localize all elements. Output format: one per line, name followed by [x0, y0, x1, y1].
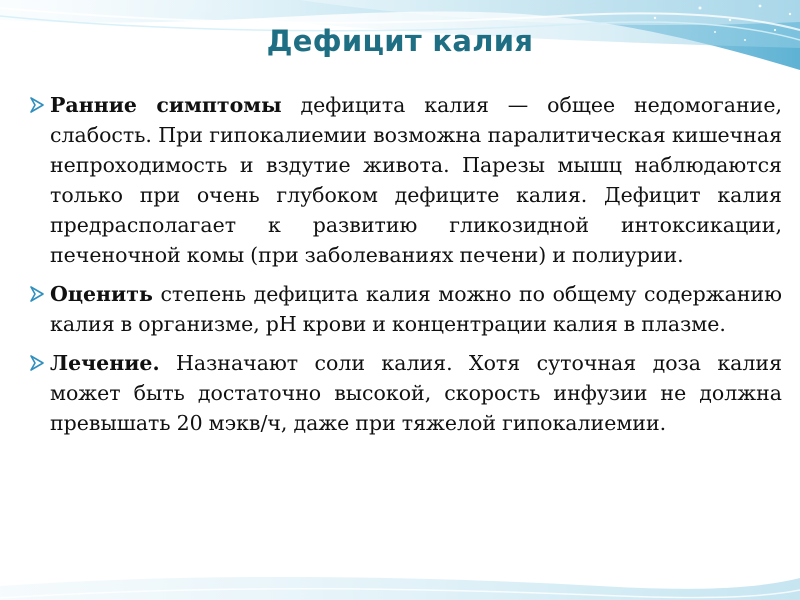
chevron-arrow-icon	[30, 279, 50, 309]
bullet-item	[30, 90, 782, 270]
chevron-arrow-icon	[30, 90, 50, 120]
bullet-text	[50, 279, 782, 339]
bullet-text	[50, 348, 782, 438]
chevron-arrow-icon	[30, 348, 50, 378]
bullet-keyword: Ранние симптомы	[50, 93, 282, 117]
bullet-body: степень дефицита калия можно по общему содержанию калия в организме, pH крови и концентрации калия в плазме.	[50, 282, 782, 336]
bullet-list	[30, 90, 782, 447]
bullet-body: Назначают соли калия. Хотя суточная доза калия может быть достаточно высокой, скорость инфузии не должна превышать 20 мэкв/ч, даже при тяжелой гипокалиемии.	[50, 351, 782, 435]
bullet-body: дефицита калия — общее недомогание, слабость. При гипокалиемии возможна паралитическая кишечная непроходимость и вздутие живота. Парезы мышц наблюдаются только при очень глубоком дефиците калия. Дефицит калия предрасполагает к развитию гликозидной интоксикации, печеночной комы (при заболеваниях печени) и полиурии.	[50, 93, 782, 267]
bullet-text	[50, 90, 782, 270]
slide-title: Дефицит калия	[266, 24, 534, 58]
bullet-keyword: Оценить	[50, 282, 153, 306]
bullet-keyword: Лечение.	[50, 351, 160, 375]
bullet-item	[30, 279, 782, 339]
bullet-item	[30, 348, 782, 438]
